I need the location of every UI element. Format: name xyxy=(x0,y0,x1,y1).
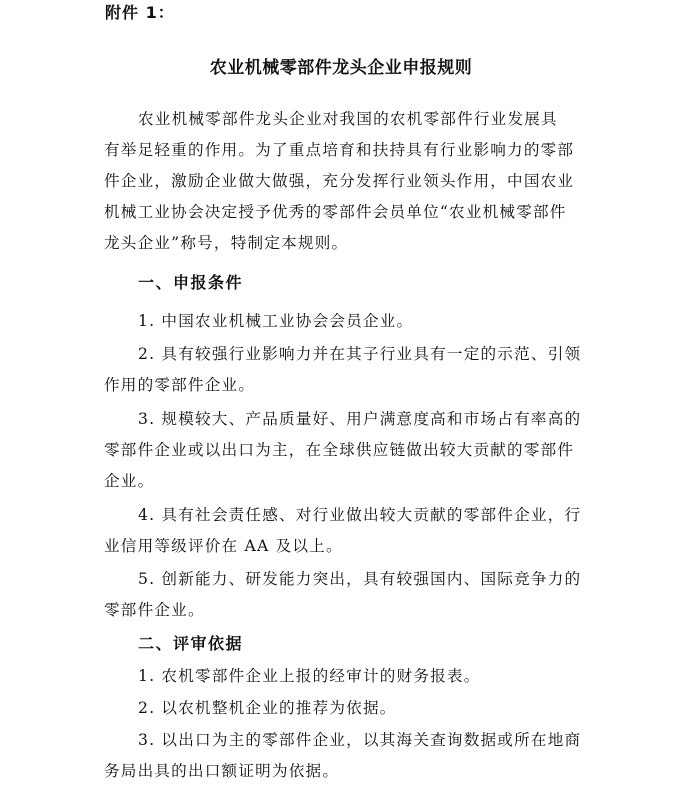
section-heading-application-conditions: 一、申报条件 xyxy=(138,273,244,292)
condition-line: 1. 中国农业机械工业协会会员企业。 xyxy=(138,312,414,330)
condition-line: 业信用等级评价在 AA 及以上。 xyxy=(104,537,343,555)
basis-line: 2. 以农机整机企业的推荐为依据。 xyxy=(138,699,397,717)
basis-line: 1. 农机零部件企业上报的经审计的财务报表。 xyxy=(138,667,481,685)
condition-item-1 xyxy=(104,306,590,337)
condition-line: 作用的零部件企业。 xyxy=(104,376,256,394)
basis-item-3 xyxy=(104,725,590,787)
intro-paragraph xyxy=(104,104,590,259)
condition-item-4 xyxy=(104,500,590,562)
condition-item-3 xyxy=(104,404,590,497)
condition-item-5 xyxy=(104,564,590,626)
intro-line: 农业机械零部件龙头企业对我国的农机零部件行业发展具 xyxy=(138,110,558,128)
condition-item-2 xyxy=(104,339,590,401)
attachment-label: 附件 1： xyxy=(105,3,175,22)
document-title: 农业机械零部件龙头企业申报规则 xyxy=(209,58,473,78)
basis-line: 3. 以出口为主的零部件企业，以其海关查询数据或所在地商 xyxy=(138,731,582,749)
intro-line: 件企业，激励企业做大做强，充分发挥行业领头作用，中国农业 xyxy=(104,172,575,190)
intro-line: 有举足轻重的作用。为了重点培育和扶持具有行业影响力的零部 xyxy=(104,141,575,159)
condition-line: 3. 规模较大、产品质量好、用户满意度高和市场占有率高的 xyxy=(138,410,582,428)
intro-line: 机械工业协会决定授予优秀的零部件会员单位“农业机械零部件 xyxy=(104,203,567,221)
condition-line: 5. 创新能力、研发能力突出，具有较强国内、国际竞争力的 xyxy=(138,570,582,588)
condition-line: 企业。 xyxy=(104,472,155,490)
basis-line: 务局出具的出口额证明为依据。 xyxy=(104,762,340,780)
condition-line: 零部件企业或以出口为主，在全球供应链做出较大贡献的零部件 xyxy=(104,441,575,459)
condition-line: 4. 具有社会责任感、对行业做出较大贡献的零部件企业，行 xyxy=(138,506,582,524)
condition-line: 2. 具有较强行业影响力并在其子行业具有一定的示范、引领 xyxy=(138,345,582,363)
intro-line: 龙头企业”称号，特制定本规则。 xyxy=(104,234,349,252)
basis-item-1 xyxy=(104,661,590,692)
basis-item-2 xyxy=(104,693,590,724)
condition-line: 零部件企业。 xyxy=(104,601,205,619)
section-heading-review-basis: 二、评审依据 xyxy=(138,634,244,653)
